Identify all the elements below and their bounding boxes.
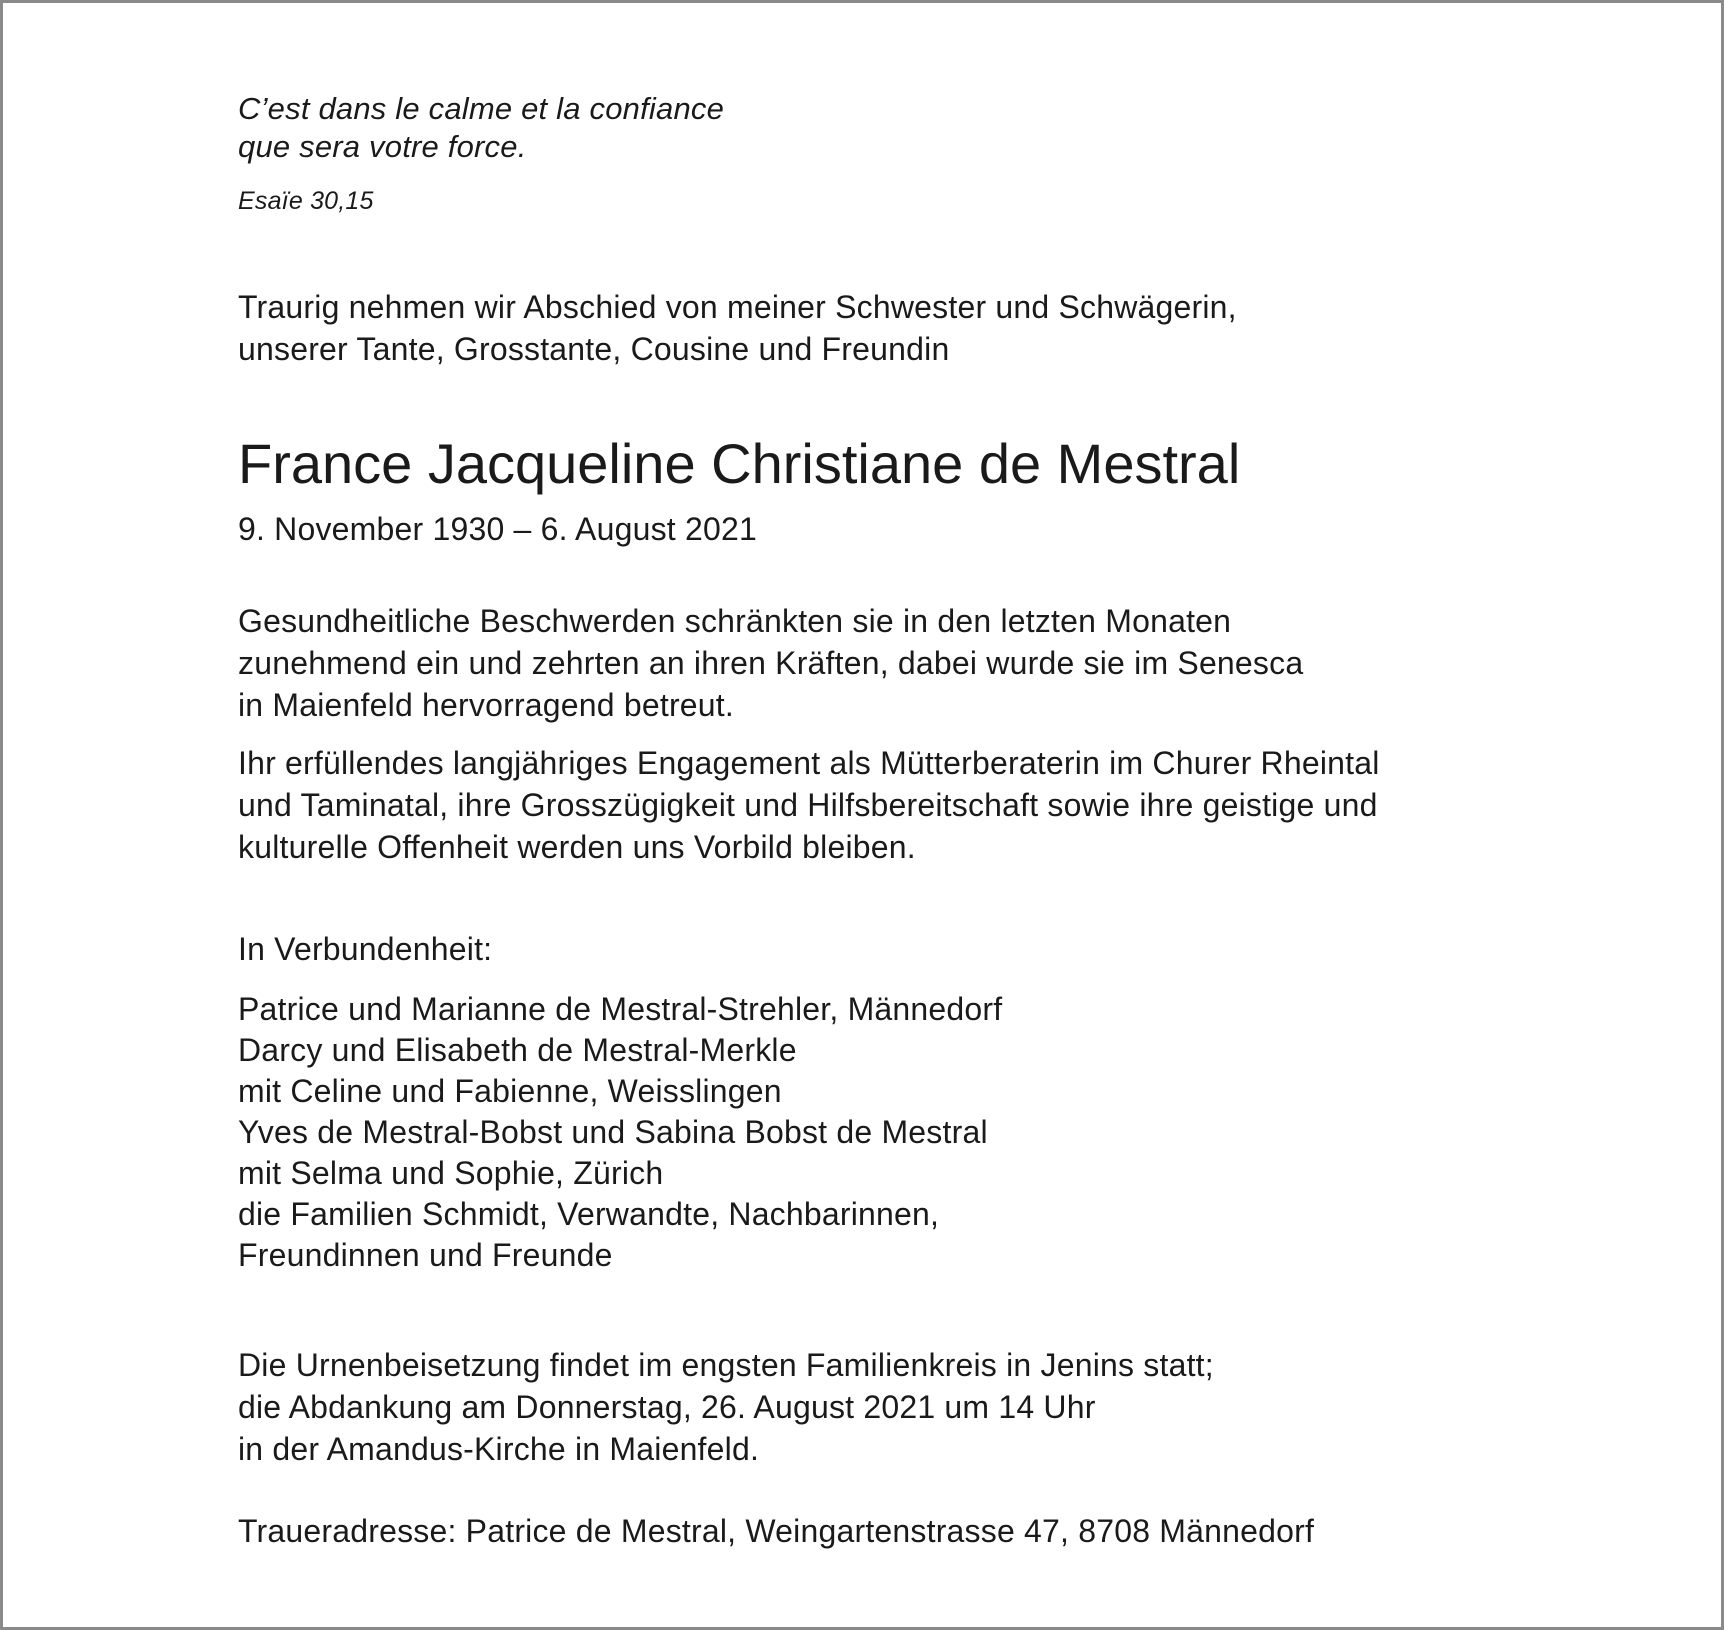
deceased-name: France Jacqueline Christiane de Mestral [238,432,1241,495]
mourner-line: Yves de Mestral-Bobst und Sabina Bobst de Mestral [238,1114,988,1150]
mourning-address: Traueradresse: Patrice de Mestral, Weingartenstrasse 47, 8708 Männedorf [238,1513,1315,1549]
ceremony-line: in der Amandus-Kirche in Maienfeld. [238,1431,760,1467]
mourner-line: die Familien Schmidt, Verwandte, Nachbarinnen, [238,1196,940,1232]
intro-line: unserer Tante, Grosstante, Cousine und Freundin [238,331,950,367]
mourner-line: Darcy und Elisabeth de Mestral-Merkle [238,1032,797,1068]
mourner-line: mit Celine und Fabienne, Weisslingen [238,1073,782,1109]
mourners-heading: In Verbundenheit: [238,931,493,967]
paragraph-line: und Taminatal, ihre Grosszügigkeit und Hilfsbereitschaft sowie ihre geistige und [238,787,1378,823]
mourner-line: Freundinnen und Freunde [238,1237,613,1273]
motto-reference: Esaïe 30,15 [238,187,374,215]
life-dates: 9. November 1930 – 6. August 2021 [238,511,757,547]
motto-line: C’est dans le calme et la confiance [238,91,725,126]
paragraph-line: Gesundheitliche Beschwerden schränkten sie in den letzten Monaten [238,603,1232,639]
paragraph-line: zunehmend ein und zehrten an ihren Kräften, dabei wurde sie im Senesca [238,645,1304,681]
mourner-line: mit Selma und Sophie, Zürich [238,1155,664,1191]
motto-line: que sera votre force. [238,129,527,164]
paragraph-line: Ihr erfüllendes langjähriges Engagement als Mütterberaterin im Churer Rheintal [238,745,1380,781]
mourner-line: Patrice und Marianne de Mestral-Strehler, Männedorf [238,991,1003,1027]
intro-line: Traurig nehmen wir Abschied von meiner Schwester und Schwägerin, [238,289,1237,325]
paragraph-line: kulturelle Offenheit werden uns Vorbild bleiben. [238,829,916,865]
ceremony-line: die Abdankung am Donnerstag, 26. August 2021 um 14 Uhr [238,1389,1096,1425]
ceremony-line: Die Urnenbeisetzung findet im engsten Familienkreis in Jenins statt; [238,1347,1214,1383]
paragraph-line: in Maienfeld hervorragend betreut. [238,687,734,723]
